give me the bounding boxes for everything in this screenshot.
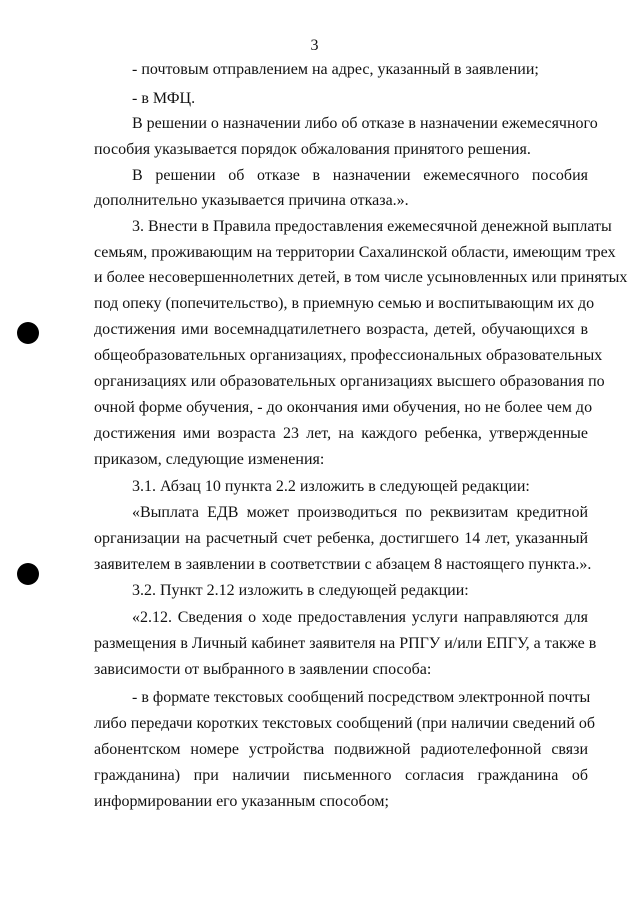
text-line: В решении о назначении либо об отказе в назначении ежемесячного: [132, 115, 598, 132]
text-line: организациях или образовательных организациях высшего образования по: [94, 373, 605, 390]
text-line: абонентском номере устройства подвижной радиотелефонной связи: [94, 741, 588, 758]
text-line: пособия указывается порядок обжалования принятого решения.: [94, 141, 531, 158]
text-line: 3.1. Абзац 10 пункта 2.2 изложить в следующей редакции:: [132, 478, 530, 495]
text-line: В решении об отказе в назначении ежемесячного пособия: [132, 167, 588, 184]
text-line: 3.2. Пункт 2.12 изложить в следующей редакции:: [132, 582, 469, 599]
text-line: под опеку (попечительство), в приемную семью и воспитывающим их до: [94, 295, 595, 312]
text-line: - в формате текстовых сообщений посредством электронной почты: [132, 689, 591, 706]
text-line: - в МФЦ.: [132, 90, 196, 107]
text-line: приказом, следующие изменения:: [94, 451, 325, 468]
text-line: семьям, проживающим на территории Сахалинской области, имеющим трех: [94, 244, 616, 261]
text-line: информировании его указанным способом;: [94, 793, 389, 810]
text-line: и более несовершеннолетних детей, в том числе усыновленных или принятых: [94, 269, 628, 286]
text-line: либо передачи коротких текстовых сообщений (при наличии сведений об: [94, 715, 596, 732]
text-line: очной форме обучения, - до окончания ими обучения, но не более чем до: [94, 399, 593, 416]
punch-hole-mark: [17, 563, 39, 585]
punch-hole-mark: [17, 322, 39, 344]
text-line: гражданина) при наличии письменного согласия гражданина об: [94, 767, 588, 784]
page-number: 3: [310, 37, 319, 54]
text-line: «Выплата ЕДВ может производиться по реквизитам кредитной: [132, 504, 588, 521]
text-line: заявителем в заявлении в соответствии с абзацем 8 настоящего пункта.».: [94, 556, 592, 573]
text-line: дополнительно указывается причина отказа.».: [94, 192, 409, 209]
text-line: 3. Внести в Правила предоставления ежемесячной денежной выплаты: [132, 218, 612, 235]
text-line: размещения в Личный кабинет заявителя на РПГУ и/или ЕПГУ, а также в: [94, 635, 597, 652]
text-line: достижения ими возраста 23 лет, на каждого ребенка, утвержденные: [94, 425, 588, 442]
text-line: общеобразовательных организациях, профессиональных образовательных: [94, 347, 603, 364]
text-line: организации на расчетный счет ребенка, достигшего 14 лет, указанный: [94, 530, 588, 547]
text-line: достижения ими восемнадцатилетнего возраста, детей, обучающихся в: [94, 321, 588, 338]
text-line: «2.12. Сведения о ходе предоставления услуги направляются для: [132, 609, 588, 626]
text-line: - почтовым отправлением на адрес, указанный в заявлении;: [132, 61, 539, 78]
text-line: зависимости от выбранного в заявлении способа:: [94, 661, 432, 678]
